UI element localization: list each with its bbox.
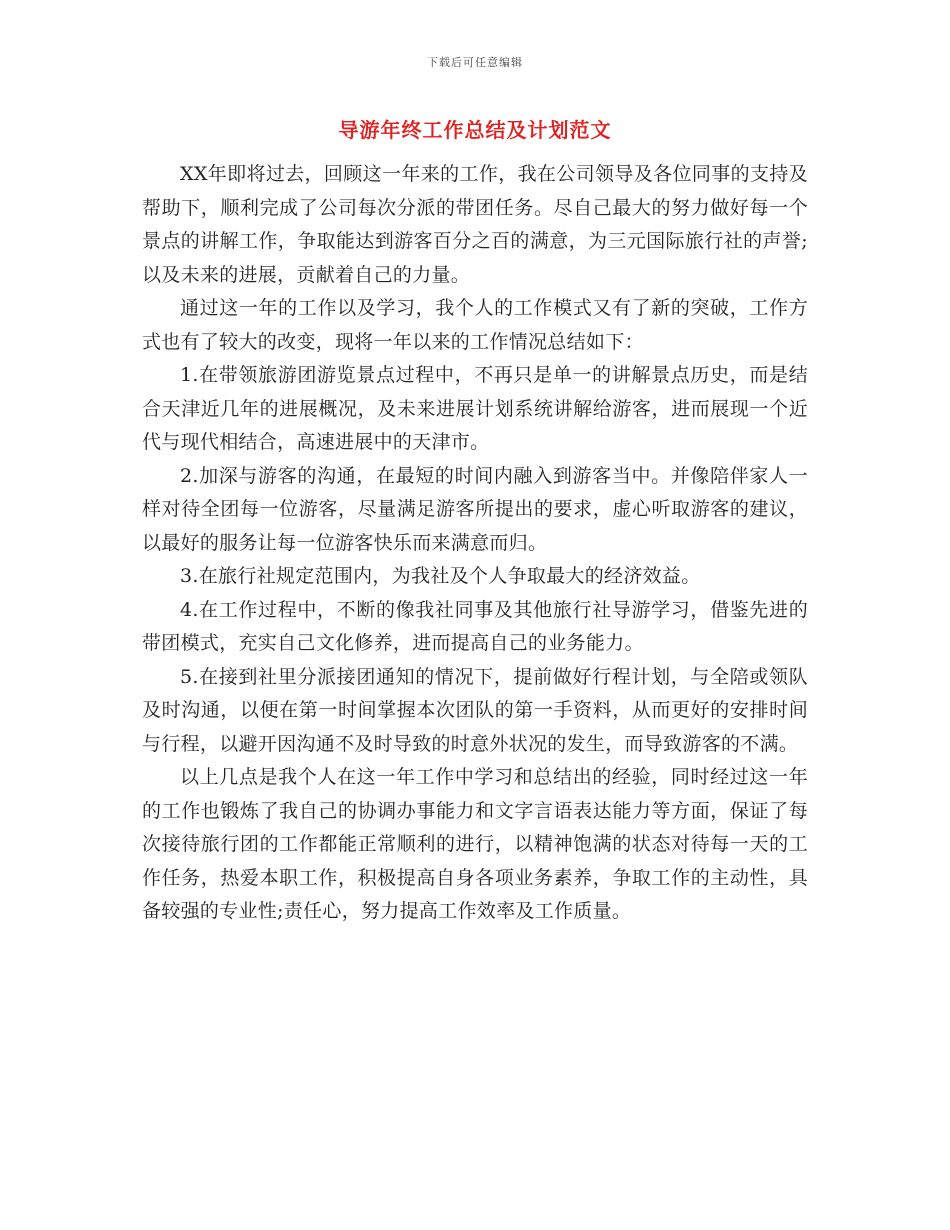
paragraph-item-4: 4.在工作过程中，不断的像我社同事及其他旅行社导游学习，借鉴先进的带团模式，充实自己文化修养，进而提高自己的业务能力。 xyxy=(142,598,808,654)
document-title: 导游年终工作总结及计划范文 xyxy=(338,118,612,142)
paragraph-item-3: 3.在旅行社规定范围内，为我社及个人争取最大的经济效益。 xyxy=(180,565,701,587)
page-header-note: 下载后可任意编辑 xyxy=(427,56,523,69)
paragraph-overview: 通过这一年的工作以及学习，我个人的工作模式又有了新的突破，工作方式也有了较大的改变，现将一年以来的工作情况总结如下： xyxy=(142,297,808,353)
paragraph-conclusion: 以上几点是我个人在这一年工作中学习和总结出的经验，同时经过这一年的工作也锻炼了我自己的协调办事能力和文字言语表达能力等方面，保证了每次接待旅行团的工作都能正常顺利的进行，以精神饱满的状态对待每一天的工作任务，热爱本职工作，积极提高自身各项业务素养，争取工作的主动性，具备较强的专业性;责任心，努力提高工作效率及工作质量。 xyxy=(142,766,808,922)
paragraph-item-1: 1.在带领旅游团游览景点过程中，不再只是单一的讲解景点历史，而是结合天津近几年的进展概况，及未来进展计划系统讲解给游客，进而展现一个近代与现代相结合，高速进展中的天津市。 xyxy=(142,364,808,453)
paragraph-item-2: 2.加深与游客的沟通，在最短的时间内融入到游客当中。并像陪伴家人一样对待全团每一位游客，尽量满足游客所提出的要求，虚心听取游客的建议，以最好的服务让每一位游客快乐而来满意而归。 xyxy=(142,464,808,554)
paragraph-intro: XX年即将过去，回顾这一年来的工作，我在公司领导及各位同事的支持及帮助下，顺利完成了公司每次分派的带团任务。尽自己最大的努力做好每一个景点的讲解工作，争取能达到游客百分之百的满意，为三元国际旅行社的声誉;以及未来的进展，贡献着自己的力量。 xyxy=(142,163,808,286)
document-body xyxy=(142,158,808,929)
paragraph-item-5: 5.在接到社里分派接团通知的情况下，提前做好行程计划，与全陪或领队及时沟通，以便在第一时间掌握本次团队的第一手资料，从而更好的安排时间与行程，以避开因沟通不及时导致的时意外状况的发生，而导致游客的不满。 xyxy=(142,665,808,755)
